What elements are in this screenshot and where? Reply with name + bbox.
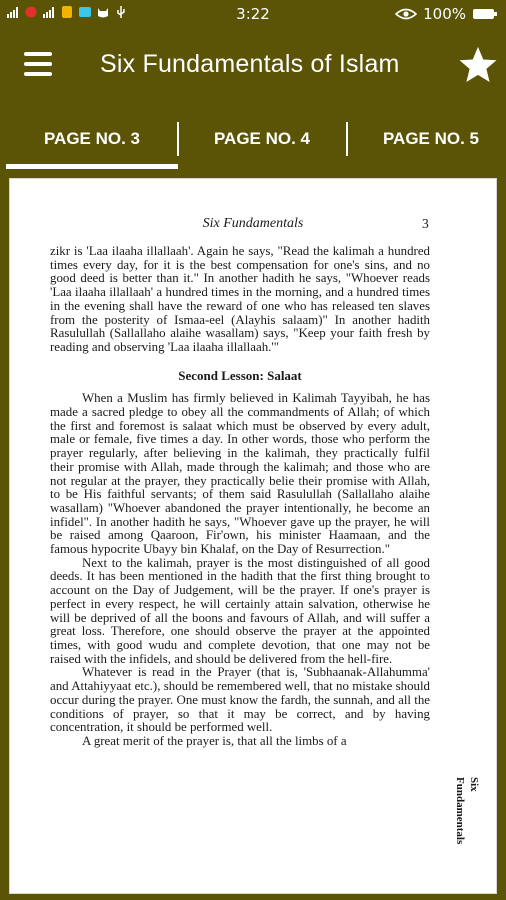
app-title: Six Fundamentals of Islam [100,50,400,78]
paragraph: A great merit of the prayer is, that all the limbs of a [82,733,347,748]
tab-page-4[interactable]: PAGE NO. 4 [213,129,311,148]
page-tabs [0,106,506,172]
side-thumb-label [446,777,492,857]
app-bar [0,28,506,106]
book-page[interactable] [9,178,497,894]
running-head: Six Fundamentals [202,216,304,231]
tab-page-3[interactable]: PAGE NO. 3 [43,129,141,148]
hamburger-menu-icon[interactable] [24,52,54,76]
page-text [50,245,430,749]
paragraph: zikr is 'Laa ilaaha illallaah'. Again he says, "Read the kalimah a hundred times every day, for it is the best compensation for one's sins, and no good deed is better than it." In another hadith he says, "Whoever reads 'Laa ilaaha illallaah' a hundred times in the morning, and a hundred times in the evening shall have the reward of one who has released ten slaves from the posterity of Ismaa-eel (Alayhis salaam)" In another hadith Rasulullah (Sallallaho alaihe wasallam) says, "Keep your faith fresh by reading and observing 'Laa ilaaha illallaah.'" [50,244,430,354]
tab-page-5[interactable]: PAGE NO. 5 [382,129,480,148]
paragraph: Next to the kalimah, prayer is the most distinguished of all good deeds. It has been mentioned in the hadith that the first thing brought to account on the Day of Judgement, will be the prayer. If one's prayer is perfect in every respect, he will certainly attain salvation, otherwise he will be deprived of all the boons and favours of Allah, and will suffer a great loss. Therefore, one should observe the prayer at the appointed times, with good wudu and complete devotion, that one may not be raised with the infidels, and should be delivered from the hell-fire. [50,555,430,666]
battery-icon [472,7,498,21]
status-icons-right [395,5,498,23]
status-bar [0,0,506,28]
side-label-line: Six [468,777,480,792]
section-heading: Second Lesson: Salaat [178,367,302,383]
status-time: 3:22 [236,5,270,23]
paragraph: Whatever is read in the Prayer (that is, 'Subhaanak-Allahumma' and Attahiyyaat etc.), should be remembered well, that no mistake should occur during the prayer. One must know the fardh, the sunnah, and all the conditions of prayer, so that it may be correct, and by having concentration, it should be performed well. [50,665,430,735]
paragraph: When a Muslim has firmly believed in Kalimah Tayyibah, he has made a sacred pledge to obey all the commandments of Allah; of which the first and foremost is salaat which must be observed by every adult, male or female, five times a day. In other words, those who perform the prayer regularly, after believing in the kalimah, they practically fulfil their promise with Allah, made through the kalimah; and those who are not regular at the prayer, they practically belie their promise with Allah, to be His faithful servants; of them said Rasulullah (Sallallaho alaihe wasallam) "Whoever abandoned the prayer intentionally, he become an infidel". In another hadith he says, "Whoever gave up the prayer, he will be raised among Qaaroon, Fir'own, his minister Haamaan, and the famous hypocrite Ubayy bin Khalaf, on the Day of Resurrection." [50,391,430,557]
eye-icon [395,7,417,21]
page-number: 3 [422,216,429,231]
star-icon[interactable] [456,44,500,88]
side-label-line: Fundamentals [454,777,466,845]
selected-tab-indicator [6,164,178,169]
battery-percent: 100% [423,5,466,23]
